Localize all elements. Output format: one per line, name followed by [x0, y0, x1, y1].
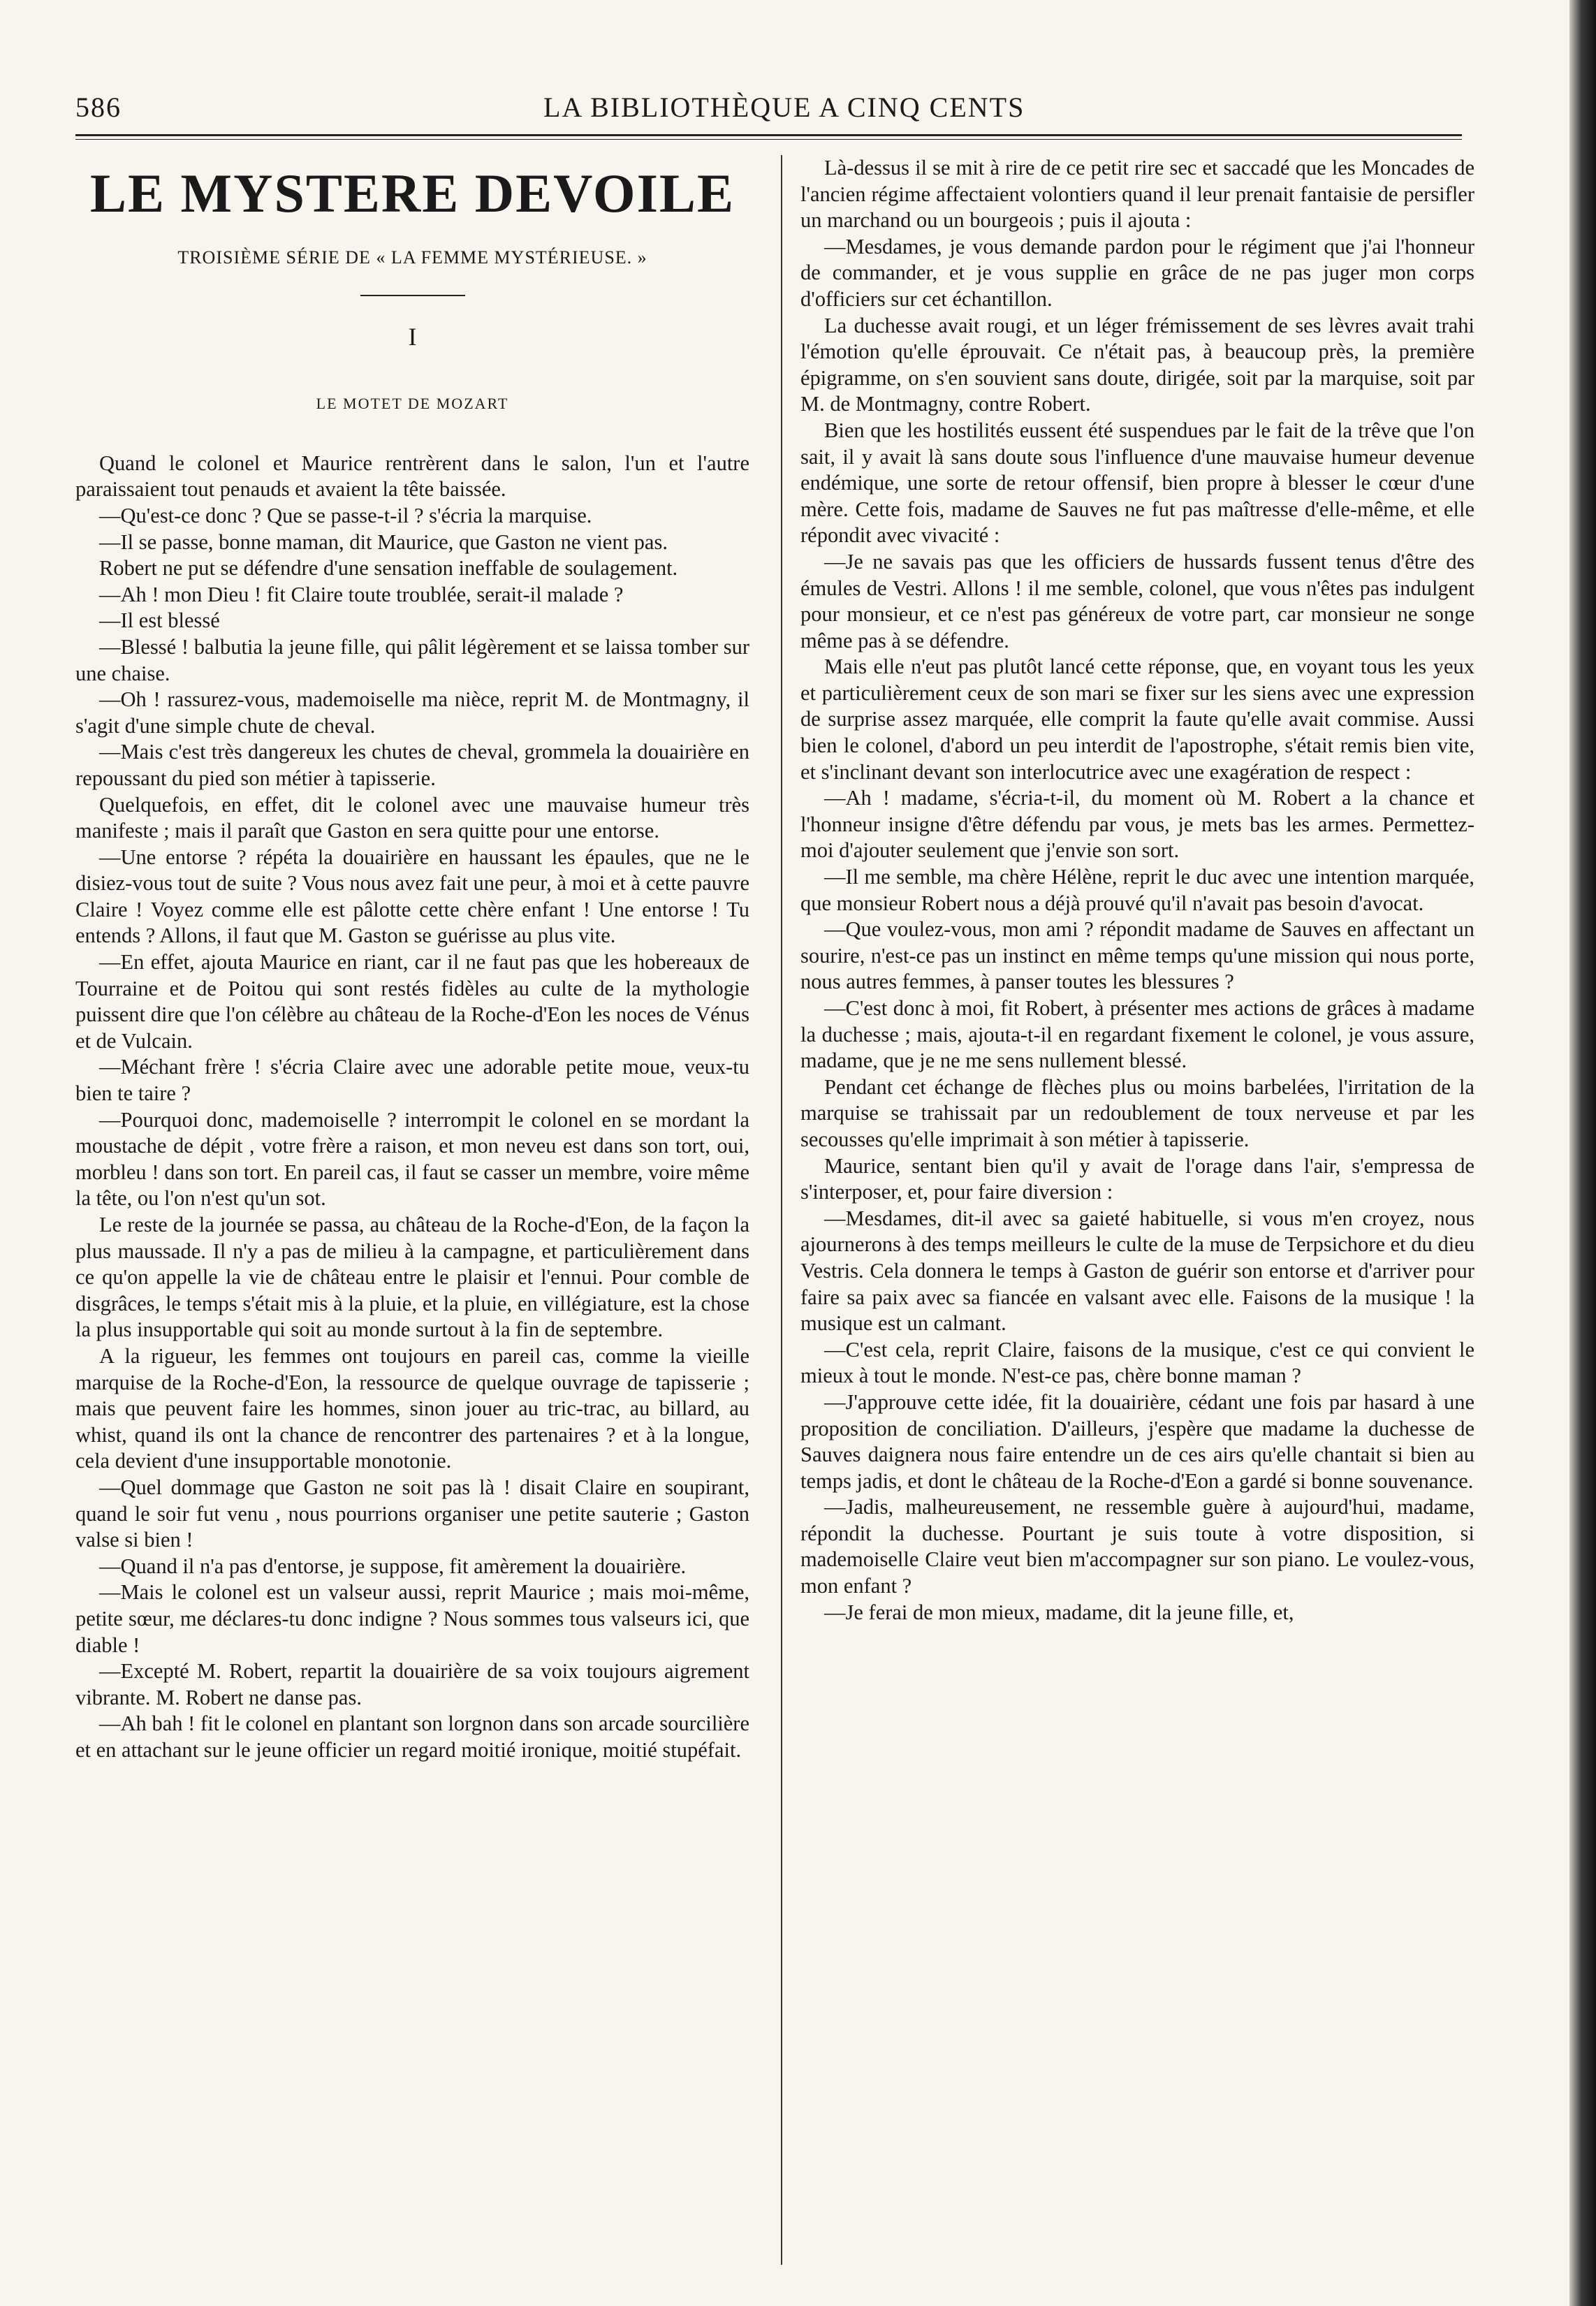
paragraph: —C'est cela, reprit Claire, faisons de la musique, c'est ce qui convient le mieux à tout le monde. N'est-ce pas, chère bonne maman ?: [800, 1337, 1474, 1388]
page-number: 586: [75, 92, 122, 123]
paragraph: Mais elle n'eut pas plutôt lancé cette réponse, que, en voyant tous les yeux et particulièrement ceux de son mari se fixer sur les siens avec une expression de surprise assez marquée, elle comprit la faute qu'elle avait commise. Aussi bien le colonel, d'abord un peu interdit de l'apostrophe, s'était remis bien vite, et s'inclinant devant son interlocutrice avec une exagération de respect :: [800, 655, 1474, 784]
paragraph: A la rigueur, les femmes ont toujours en pareil cas, comme la vieille marquise de la Roche-d'Eon, la ressource de quelque ouvrage de tapisserie ; mais que peuvent faire les hommes, sinon jouer au tric-trac, au billard, au whist, quand ils ont la chance de rencontrer des partenaires ? et à la longue, cela devient d'une insupportable monotonie.: [75, 1343, 749, 1473]
paragraph: Là-dessus il se mit à rire de ce petit rire sec et saccadé que les Moncades de l'ancien régime affectaient volontiers quand il leur prenait fantaisie de persifler un marchand ou un bourgeois ; puis il ajouta :: [800, 156, 1474, 233]
paragraph: —Excepté M. Robert, repartit la douairière de sa voix toujours aigrement vibrante. M. Robert ne danse pas.: [75, 1659, 749, 1709]
right-column-text: [800, 155, 1474, 1626]
paragraph: Le reste de la journée se passa, au château de la Roche-d'Eon, de la façon la plus maussade. Il n'y a pas de milieu à la campagne, et particulièrement dans ce qu'on appelle la vie de château entre le plaisir et l'ennui. Pour comble de disgrâces, le temps s'était mis à la pluie, et la pluie, en villégiature, est la chose la plus insupportable qui soit au monde surtout à la fin de septembre.: [75, 1213, 749, 1342]
paragraph: —J'approuve cette idée, fit la douairière, cédant une fois par hasard à une proposition de conciliation. D'ailleurs, j'espère que madame la duchesse de Sauves daignera nous faire entendre un de ces airs qu'elle chantait si bien au temps jadis, et dont le château de la Roche-d'Eon a gardé si bonne souvenance.: [800, 1389, 1474, 1493]
paragraph: —Il est blessé: [99, 608, 220, 633]
paragraph: —Je ferai de mon mieux, madame, dit la jeune fille, et,: [824, 1600, 1294, 1624]
paragraph: —Ah ! madame, s'écria-t-il, du moment où M. Robert a la chance et l'honneur insigne d'être défendu par vous, je mets bas les armes. Permettez-moi d'ajouter seulement que j'envie son sort.: [800, 786, 1474, 863]
paragraph: —Ah bah ! fit le colonel en plantant son lorgnon dans son arcade sourcilière et en attachant sur le jeune officier un regard moitié ironique, moitié stupéfait.: [75, 1712, 749, 1762]
paragraph: —Mesdames, dit-il avec sa gaieté habituelle, si vous m'en croyez, nous ajournerons à des temps meilleurs le culte de la muse de Terpsichore et du dieu Vestris. Cela donnera le temps à Gaston de guérir son entorse et d'arriver pour faire sa paix avec sa fiancée en valsant avec elle. Faisons de la musique ! la musique est un calmant.: [800, 1206, 1474, 1336]
series-line: TROISIÈME SÉRIE DE « LA FEMME MYSTÉRIEUSE. »: [177, 247, 647, 268]
paragraph: —Une entorse ? répéta la douairière en haussant les épaules, que ne le disiez-vous tout de suite ? Vous nous avez fait une peur, à moi et à cette pauvre Claire ! Voyez comme elle est pâlotte cette chère enfant ! Une entorse ! Tu entends ? Allons, il faut que M. Gaston se guérisse au plus vite.: [75, 845, 749, 948]
left-column: [75, 155, 749, 1763]
paragraph: —C'est donc à moi, fit Robert, à présenter mes actions de grâces à madame la duchesse ; mais, ajouta-t-il en regardant fixement le colonel, je vous assure, madame, que je ne me sens nullement blessé.: [800, 996, 1474, 1073]
paragraph: —Quel dommage que Gaston ne soit pas là ! disait Claire en soupirant, quand le soir fut venu , nous pourrions organiser une petite sauterie ; Gaston valse si bien !: [75, 1475, 749, 1552]
paragraph: —Mesdames, je vous demande pardon pour le régiment que j'ai l'honneur de commander, et je vous supplie en grâce de ne pas juger mon corps d'officiers sur cet échantillon.: [800, 234, 1474, 311]
chapter-number: I: [408, 322, 417, 351]
paragraph: —Jadis, malheureusement, ne ressemble guère à aujourd'hui, madame, répondit la duchesse. Pourtant je suis toute à votre disposition, si mademoiselle Claire veut bien m'accompagner sur son piano. Le voulez-vous, mon enfant ?: [800, 1495, 1474, 1598]
right-column: [800, 155, 1474, 1626]
paragraph: Pendant cet échange de flèches plus ou moins barbelées, l'irritation de la marquise se trahissait par un redoublement de toux nerveuse et par les secousses qu'elle imprimait à son métier à tapisserie.: [800, 1074, 1474, 1151]
paragraph: —Oh ! rassurez-vous, mademoiselle ma nièce, reprit M. de Montmagny, il s'agit d'une simple chute de cheval.: [75, 687, 749, 738]
paragraph: —Il me semble, ma chère Hélène, reprit le duc avec une intention marquée, que monsieur Robert nous a déjà prouvé qu'il n'avait pas besoin d'avocat.: [800, 865, 1474, 915]
paragraph: —En effet, ajouta Maurice en riant, car il ne faut pas que les hobereaux de Tourraine et de Poitou qui sont restés fidèles au culte de la mythologie puissent dire que l'on célèbre au château de la Roche-d'Eon les noces de Vénus et de Vulcain.: [75, 950, 749, 1053]
paragraph: —Mais c'est très dangereux les chutes de cheval, grommela la douairière en repoussant du pied son métier à tapisserie.: [75, 740, 749, 790]
chapter-title: LE MOTET DE MOZART: [316, 395, 509, 413]
article-title: LE MYSTERE DEVOILE: [90, 163, 735, 224]
paragraph: Quelquefois, en effet, dit le colonel avec une mauvaise humeur très manifeste ; mais il paraît que Gaston en sera quitte pour une entorse.: [75, 792, 749, 843]
paragraph: —Il se passe, bonne maman, dit Maurice, que Gaston ne vient pas.: [99, 530, 668, 554]
paragraph: —Pourquoi donc, mademoiselle ? interrompit le colonel en se mordant la moustache de dépit , votre frère a raison, et mon neveu est dans son tort, oui, morbleu ! dans son tort. En pareil cas, il faut se casser un membre, voire même la tête, ou l'on n'est qu'un sot.: [75, 1107, 749, 1211]
paragraph: —Ah ! mon Dieu ! fit Claire toute troublée, serait-il malade ?: [99, 582, 624, 606]
running-title: LA BIBLIOTHÈQUE A CINQ CENTS: [543, 92, 1025, 123]
header-rule: [75, 134, 1462, 140]
paragraph: —Quand il n'a pas d'entorse, je suppose, fit amèrement la douairière.: [99, 1554, 687, 1578]
paragraph: —Que voulez-vous, mon ami ? répondit madame de Sauves en affectant un sourire, n'est-ce pas un instinct en même temps qu'une mission qui nous porte, nous autres femmes, à panser toutes les blessures ?: [800, 917, 1474, 994]
scan-binding-edge: [1569, 0, 1596, 2306]
paragraph: —Je ne savais pas que les officiers de hussards fussent tenus d'être des émules de Vestri. Allons ! il me semble, colonel, que vous n'êtes pas indulgent pour monsieur, et ce n'est pas généreux de votre part, car monsieur ne songe même pas à se défendre.: [800, 549, 1474, 652]
column-divider: [781, 155, 782, 2265]
paragraph: Quand le colonel et Maurice rentrèrent dans le salon, l'un et l'autre paraissaient tout penauds et avaient la tête baissée.: [75, 451, 749, 502]
newspaper-page: [75, 91, 1507, 2263]
title-separator: [360, 295, 465, 296]
paragraph: —Qu'est-ce donc ? Que se passe-t-il ? s'écria la marquise.: [99, 503, 592, 527]
paragraph: Robert ne put se défendre d'une sensation ineffable de soulagement.: [99, 556, 678, 581]
paragraph: La duchesse avait rougi, et un léger frémissement de ses lèvres avait trahi l'émotion qu'elle éprouvait. Ce n'était pas, à beaucoup près, la première épigramme, on s'en souvient sans doute, dirigée, soit par la marquise, soit par M. de Montmagny, contre Robert.: [800, 313, 1474, 416]
running-head: [75, 91, 1123, 133]
paragraph: —Blessé ! balbutia la jeune fille, qui pâlit légèrement et se laissa tomber sur une chaise.: [75, 634, 749, 685]
left-column-text: [75, 451, 749, 1764]
paragraph: —Mais le colonel est un valseur aussi, reprit Maurice ; mais moi-même, petite sœur, me déclares-tu donc indigne ? Nous sommes tous valseurs ici, que diable !: [75, 1580, 749, 1657]
paragraph: Maurice, sentant bien qu'il y avait de l'orage dans l'air, s'empressa de s'interposer, et, pour faire diversion :: [800, 1153, 1474, 1204]
paragraph: Bien que les hostilités eussent été suspendues par le fait de la trêve que l'on sait, il y avait là sans doute sous l'influence d'une mauvaise humeur devenue endémique, une sorte de retour offensif, bien propre à blesser le cœur d'une mère. Cette fois, madame de Sauves ne fut pas maîtresse d'elle-même, et elle répondit avec vivacité :: [800, 418, 1474, 548]
paragraph: —Méchant frère ! s'écria Claire avec une adorable petite moue, veux-tu bien te taire ?: [75, 1055, 749, 1106]
